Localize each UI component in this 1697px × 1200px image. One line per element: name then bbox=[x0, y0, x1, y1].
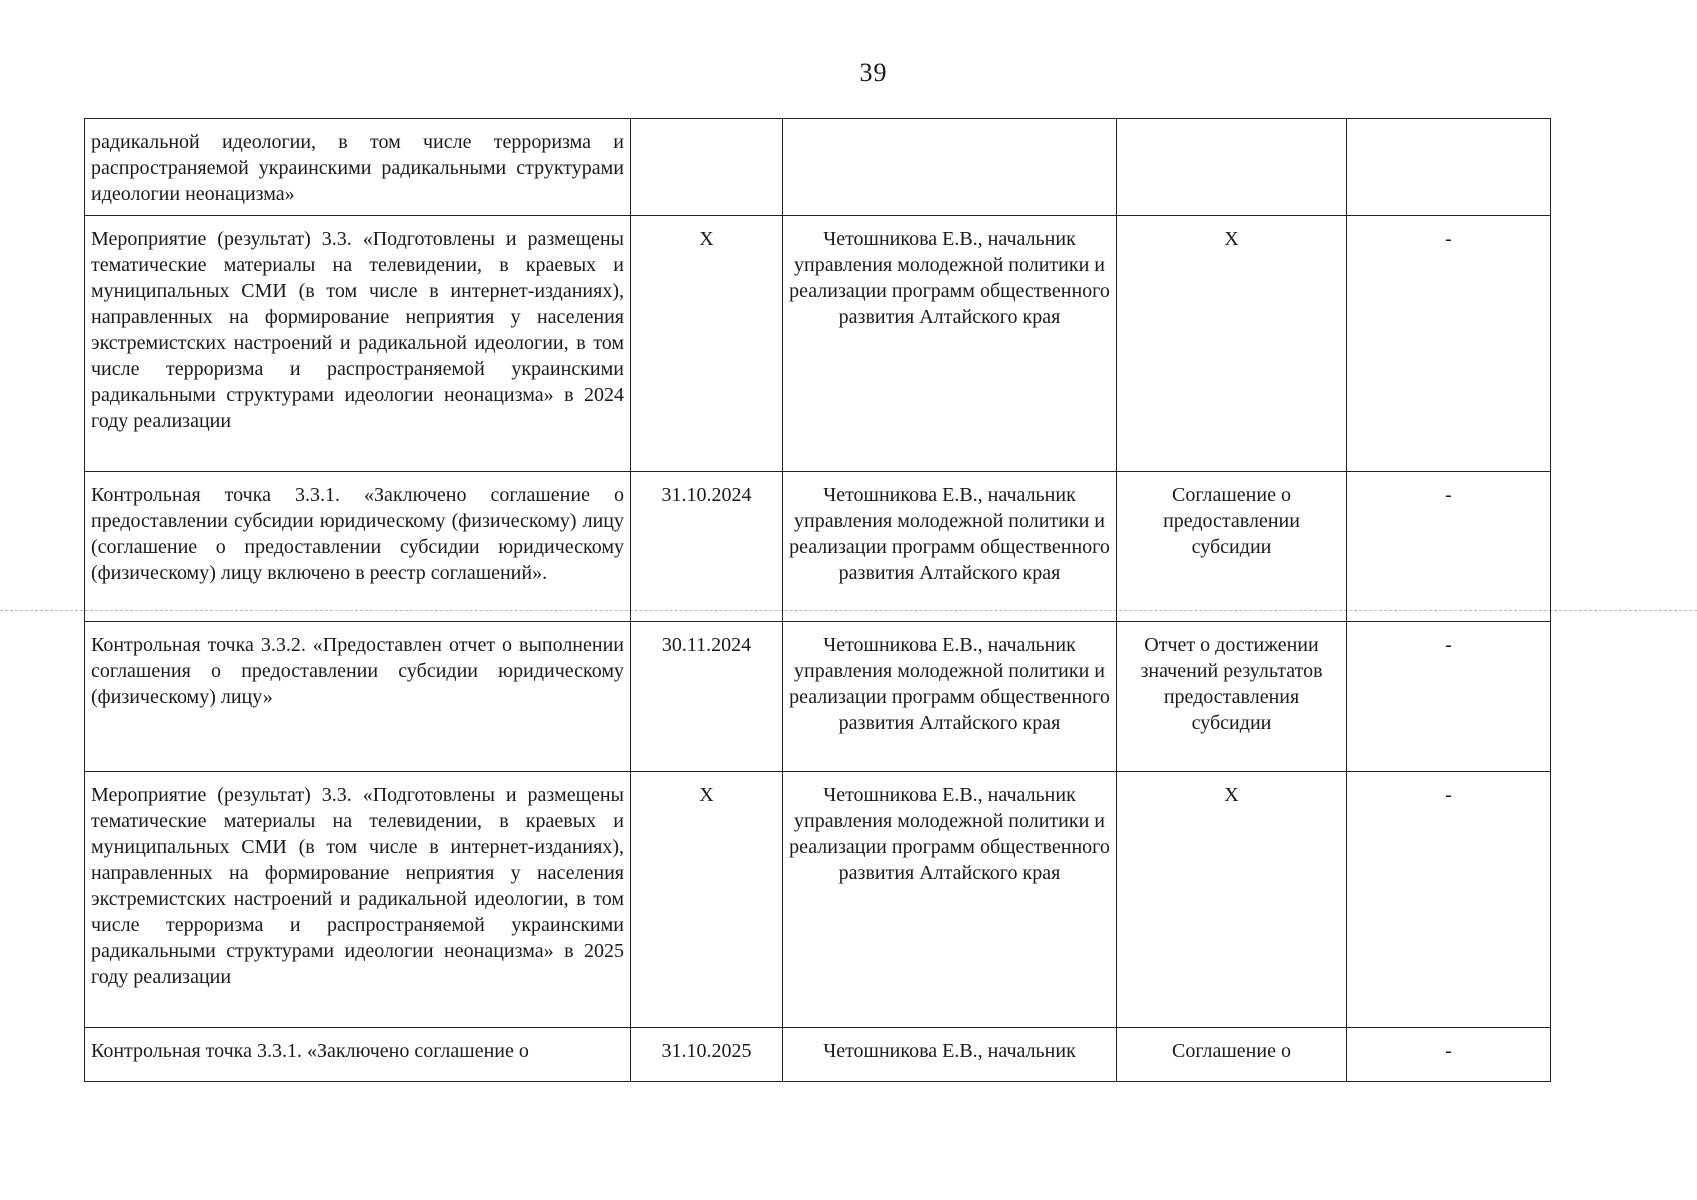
cell-document: Соглашение о предоставлении субсидии bbox=[1117, 472, 1347, 622]
cell-responsible: Четошникова Е.В., начальник управления молодежной политики и реализации программ общественного развития Алтайского края bbox=[783, 772, 1117, 1028]
cell-description: Контрольная точка 3.3.2. «Предоставлен отчет о выполнении соглашения о предоставлении субсидии юридическому (физическому) лицу» bbox=[85, 622, 631, 772]
cell-note: - bbox=[1347, 772, 1551, 1028]
table-row bbox=[85, 622, 1551, 772]
cell-note: - bbox=[1347, 472, 1551, 622]
cell-date: X bbox=[631, 216, 783, 472]
cell-date bbox=[631, 119, 783, 216]
cell-description: Контрольная точка 3.3.1. «Заключено соглашение о предоставлении субсидии юридическому (физическому) лицу (соглашение о предоставлении субсидии юридическому (физическому) лицу включено в реестр соглашений». bbox=[85, 472, 631, 622]
cell-responsible: Четошникова Е.В., начальник bbox=[783, 1028, 1117, 1082]
table-row bbox=[85, 472, 1551, 622]
cell-document: Отчет о достижении значений результатов предоставления субсидии bbox=[1117, 622, 1347, 772]
cell-document: X bbox=[1117, 216, 1347, 472]
cell-note: - bbox=[1347, 216, 1551, 472]
activities-table bbox=[84, 118, 1551, 1082]
cell-note: - bbox=[1347, 622, 1551, 772]
cell-date: 31.10.2024 bbox=[631, 472, 783, 622]
cell-date: X bbox=[631, 772, 783, 1028]
cell-responsible: Четошникова Е.В., начальник управления молодежной политики и реализации программ общественного развития Алтайского края bbox=[783, 216, 1117, 472]
cell-note: - bbox=[1347, 1028, 1551, 1082]
table-row bbox=[85, 216, 1551, 472]
cell-description: Контрольная точка 3.3.1. «Заключено соглашение о bbox=[85, 1028, 631, 1082]
cell-date: 30.11.2024 bbox=[631, 622, 783, 772]
cell-responsible: Четошникова Е.В., начальник управления молодежной политики и реализации программ общественного развития Алтайского края bbox=[783, 622, 1117, 772]
cell-document bbox=[1117, 119, 1347, 216]
cell-document: Соглашение о bbox=[1117, 1028, 1347, 1082]
table-row bbox=[85, 1028, 1551, 1082]
cell-note bbox=[1347, 119, 1551, 216]
cell-description: радикальной идеологии, в том числе терроризма и распространяемой украинскими радикальными структурами идеологии неонацизма» bbox=[85, 119, 631, 216]
cell-responsible: Четошникова Е.В., начальник управления молодежной политики и реализации программ общественного развития Алтайского края bbox=[783, 472, 1117, 622]
cell-date: 31.10.2025 bbox=[631, 1028, 783, 1082]
table-row bbox=[85, 772, 1551, 1028]
cell-document: X bbox=[1117, 772, 1347, 1028]
page-number: 39 bbox=[859, 58, 888, 87]
cell-responsible bbox=[783, 119, 1117, 216]
cell-description: Мероприятие (результат) 3.3. «Подготовлены и размещены тематические материалы на телевидении, в краевых и муниципальных СМИ (в том числе в интернет-изданиях), направленных на формирование неприятия у населения экстремистских настроений и радикальной идеологии, в том числе терроризма и распространяемой украинскими радикальными структурами идеологии неонацизма» в 2024 году реализации bbox=[85, 216, 631, 472]
table-row bbox=[85, 119, 1551, 216]
cell-description: Мероприятие (результат) 3.3. «Подготовлены и размещены тематические материалы на телевидении, в краевых и муниципальных СМИ (в том числе в интернет-изданиях), направленных на формирование неприятия у населения экстремистских настроений и радикальной идеологии, в том числе терроризма и распространяемой украинскими радикальными структурами идеологии неонацизма» в 2025 году реализации bbox=[85, 772, 631, 1028]
